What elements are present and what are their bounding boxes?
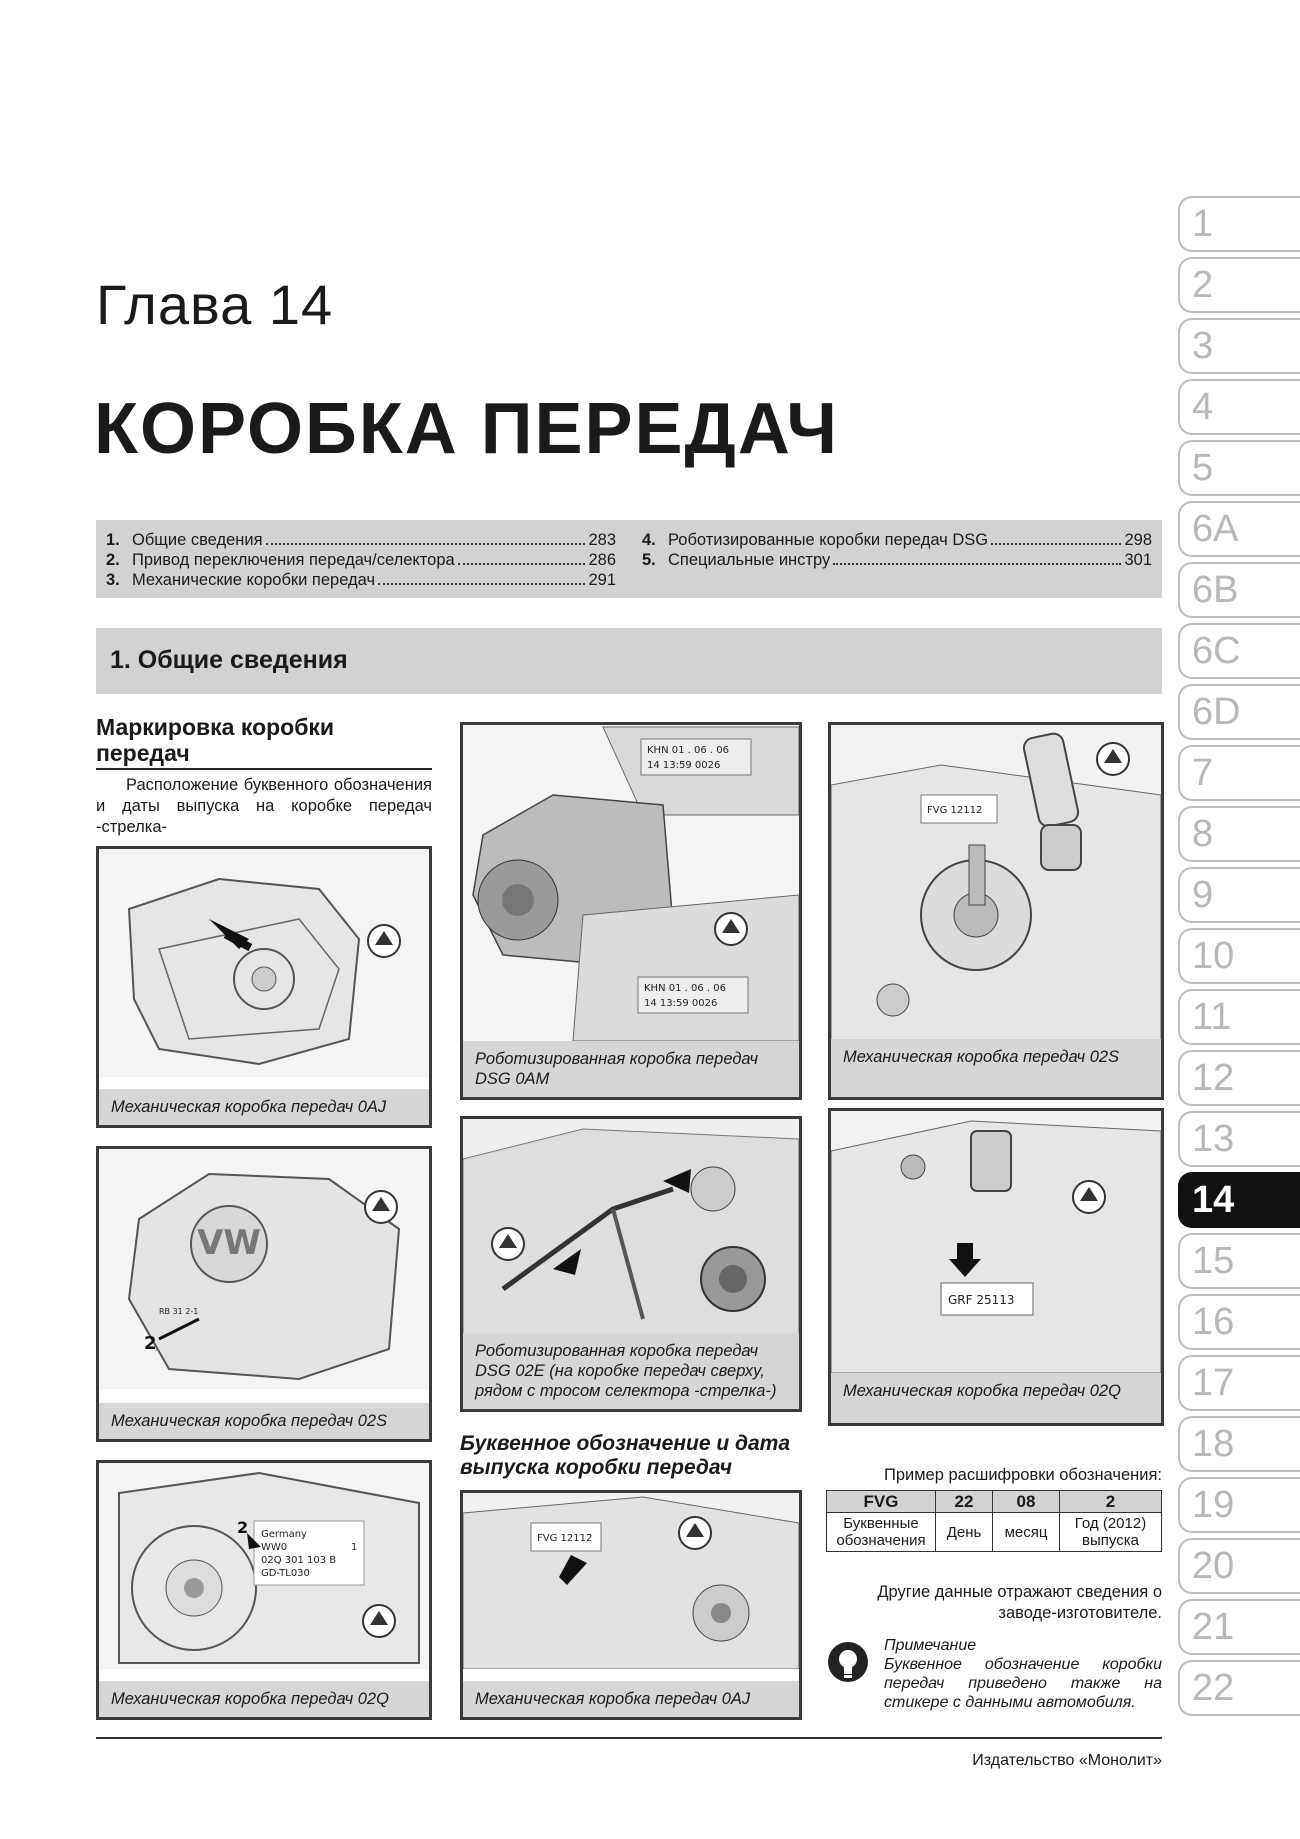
figure-caption: Роботизированная коробка передач [475, 1342, 759, 1360]
figure-label: 2 [237, 1518, 249, 1537]
figure-small-text: RB 31 2-1 [159, 1307, 199, 1316]
note-icon [826, 1640, 870, 1684]
gearbox-illustration [99, 1463, 429, 1669]
figure-caption: Механическая коробка передач 0AJ [475, 1690, 751, 1708]
footer-divider [96, 1737, 1162, 1739]
decode-title: Пример расшифровки обозначения: [883, 1466, 1162, 1484]
figure-label: FVG 12112 [537, 1533, 593, 1544]
gearbox-illustration [463, 1119, 799, 1335]
figure-caption: Механическая коробка передач 02S [843, 1048, 1120, 1066]
decode-desc-cell: Буквенные обозначения [827, 1513, 936, 1552]
chapter-tab[interactable]: 6D [1178, 684, 1300, 740]
chapter-tab[interactable]: 17 [1178, 1355, 1300, 1411]
table-of-contents [96, 520, 1162, 598]
decode-head-cell: FVG [827, 1491, 936, 1513]
gearbox-illustration [463, 725, 799, 1041]
svg-text:VW: VW [197, 1223, 261, 1263]
chapter-tab[interactable]: 9 [1178, 867, 1300, 923]
figure-dsg-0am [460, 722, 802, 1100]
decode-head-cell: 08 [993, 1491, 1060, 1513]
figure-caption: Роботизированная коробка передач [475, 1050, 759, 1068]
plate-number: 1 [351, 1542, 358, 1553]
label-line: 14 13:59 0026 [644, 998, 718, 1009]
figure-caption: Механическая коробка передач 02S [111, 1412, 388, 1430]
section-title: 1. Общие сведения [110, 646, 348, 674]
figure-dsg-02e [460, 1116, 802, 1412]
marking-heading: Маркировка коробки передач [96, 714, 335, 766]
chapter-tab[interactable]: 8 [1178, 806, 1300, 862]
figure-caption: DSG 0AM [475, 1070, 550, 1088]
label-line: KHN 01 . 06 . 06 [647, 745, 729, 756]
publisher: Издательство «Монолит» [972, 1752, 1162, 1769]
figure-0aj-label [460, 1490, 802, 1720]
plate-line: 02Q 301 103 B [261, 1555, 337, 1566]
decode-desc-cell: Год (2012) выпуска [1060, 1513, 1162, 1552]
chapter-tab[interactable]: 19 [1178, 1477, 1300, 1533]
figure-caption: Механическая коробка передач 0AJ [111, 1098, 387, 1116]
decode-desc-cell: месяц [993, 1513, 1060, 1552]
gearbox-illustration [463, 1493, 799, 1669]
chapter-tab[interactable]: 15 [1178, 1233, 1300, 1289]
figure-02q-right [828, 1108, 1164, 1426]
chapter-tab[interactable]: 6B [1178, 562, 1300, 618]
note-label: Примечание [884, 1637, 977, 1654]
figure-02s-right [828, 722, 1164, 1100]
figure-label: GRF 25113 [948, 1293, 1015, 1307]
chapter-title: КОРОБКА ПЕРЕДАЧ [94, 389, 839, 469]
plate-line: Germany [261, 1529, 307, 1540]
decode-table [826, 1490, 1162, 1552]
chapter-tab[interactable]: 5 [1178, 440, 1300, 496]
chapter-tab[interactable]: 16 [1178, 1294, 1300, 1350]
chapter-tab[interactable]: 20 [1178, 1538, 1300, 1594]
chapter-tab[interactable]: 6C [1178, 623, 1300, 679]
chapter-tab[interactable]: 13 [1178, 1111, 1300, 1167]
plate-line: WW0 [261, 1542, 288, 1553]
toc-item[interactable]: 1. Общие сведения 283 [106, 531, 616, 549]
figure-label: 2 [144, 1333, 157, 1354]
figure-0aj [96, 846, 432, 1128]
note-text: Буквенное обозначение коробки передач приведено также на стикере с данными автомобиля. [884, 1656, 1162, 1711]
chapter-tab[interactable]: 3 [1178, 318, 1300, 374]
figure-caption: Механическая коробка передач 02Q [111, 1690, 389, 1708]
figure-caption: Механическая коробка передач 02Q [843, 1382, 1121, 1400]
chapter-tab[interactable]: 21 [1178, 1599, 1300, 1655]
gearbox-illustration [831, 1111, 1161, 1373]
chapter-tab[interactable]: 4 [1178, 379, 1300, 435]
toc-item[interactable]: 3. Механические коробки передач 291 [106, 571, 616, 589]
chapter-tab[interactable]: 22 [1178, 1660, 1300, 1716]
divider [96, 768, 432, 770]
chapter-label: Глава 14 [96, 273, 334, 336]
letters-heading: Буквенное обозначение и дата выпуска коробки передач [460, 1432, 791, 1479]
chapter-tabs [1178, 196, 1300, 1721]
toc-item[interactable]: 5. Специальные инстру 301 [642, 551, 1152, 569]
marking-text: Расположение буквенного обозначения и даты выпуска на коробке передач -стрелка- [96, 776, 432, 836]
chapter-tab[interactable]: 6A [1178, 501, 1300, 557]
toc-item[interactable]: 4. Роботизированные коробки передач DSG 298 [642, 531, 1152, 549]
figure-caption: рядом с тросом селектора -стрелка-) [475, 1382, 777, 1400]
chapter-tab[interactable]: 14 [1178, 1172, 1300, 1228]
label-line: 14 13:59 0026 [647, 760, 721, 771]
chapter-tab[interactable]: 11 [1178, 989, 1300, 1045]
figure-02s [96, 1146, 432, 1442]
figure-caption: DSG 02E (на коробке передач сверху, [475, 1362, 765, 1380]
figure-02q [96, 1460, 432, 1720]
other-data-text: Другие данные отражают сведения о заводе-изготовителе. [877, 1583, 1162, 1622]
chapter-tab[interactable]: 10 [1178, 928, 1300, 984]
gearbox-illustration [99, 849, 429, 1077]
label-line: KHN 01 . 06 . 06 [644, 983, 726, 994]
chapter-tab[interactable]: 18 [1178, 1416, 1300, 1472]
chapter-tab[interactable]: 2 [1178, 257, 1300, 313]
toc-item[interactable]: 2. Привод переключения передач/селектора 286 [106, 551, 616, 569]
plate-line: GD-TL030 [261, 1568, 310, 1579]
chapter-tab[interactable]: 1 [1178, 196, 1300, 252]
note [884, 1636, 1162, 1712]
decode-desc-cell: День [936, 1513, 993, 1552]
chapter-tab[interactable]: 12 [1178, 1050, 1300, 1106]
figure-label: FVG 12112 [927, 805, 983, 816]
decode-head-cell: 22 [936, 1491, 993, 1513]
decode-head-cell: 2 [1060, 1491, 1162, 1513]
section-bar [96, 628, 1162, 694]
chapter-tab[interactable]: 7 [1178, 745, 1300, 801]
gearbox-illustration [831, 725, 1161, 1043]
gearbox-illustration [99, 1149, 429, 1389]
